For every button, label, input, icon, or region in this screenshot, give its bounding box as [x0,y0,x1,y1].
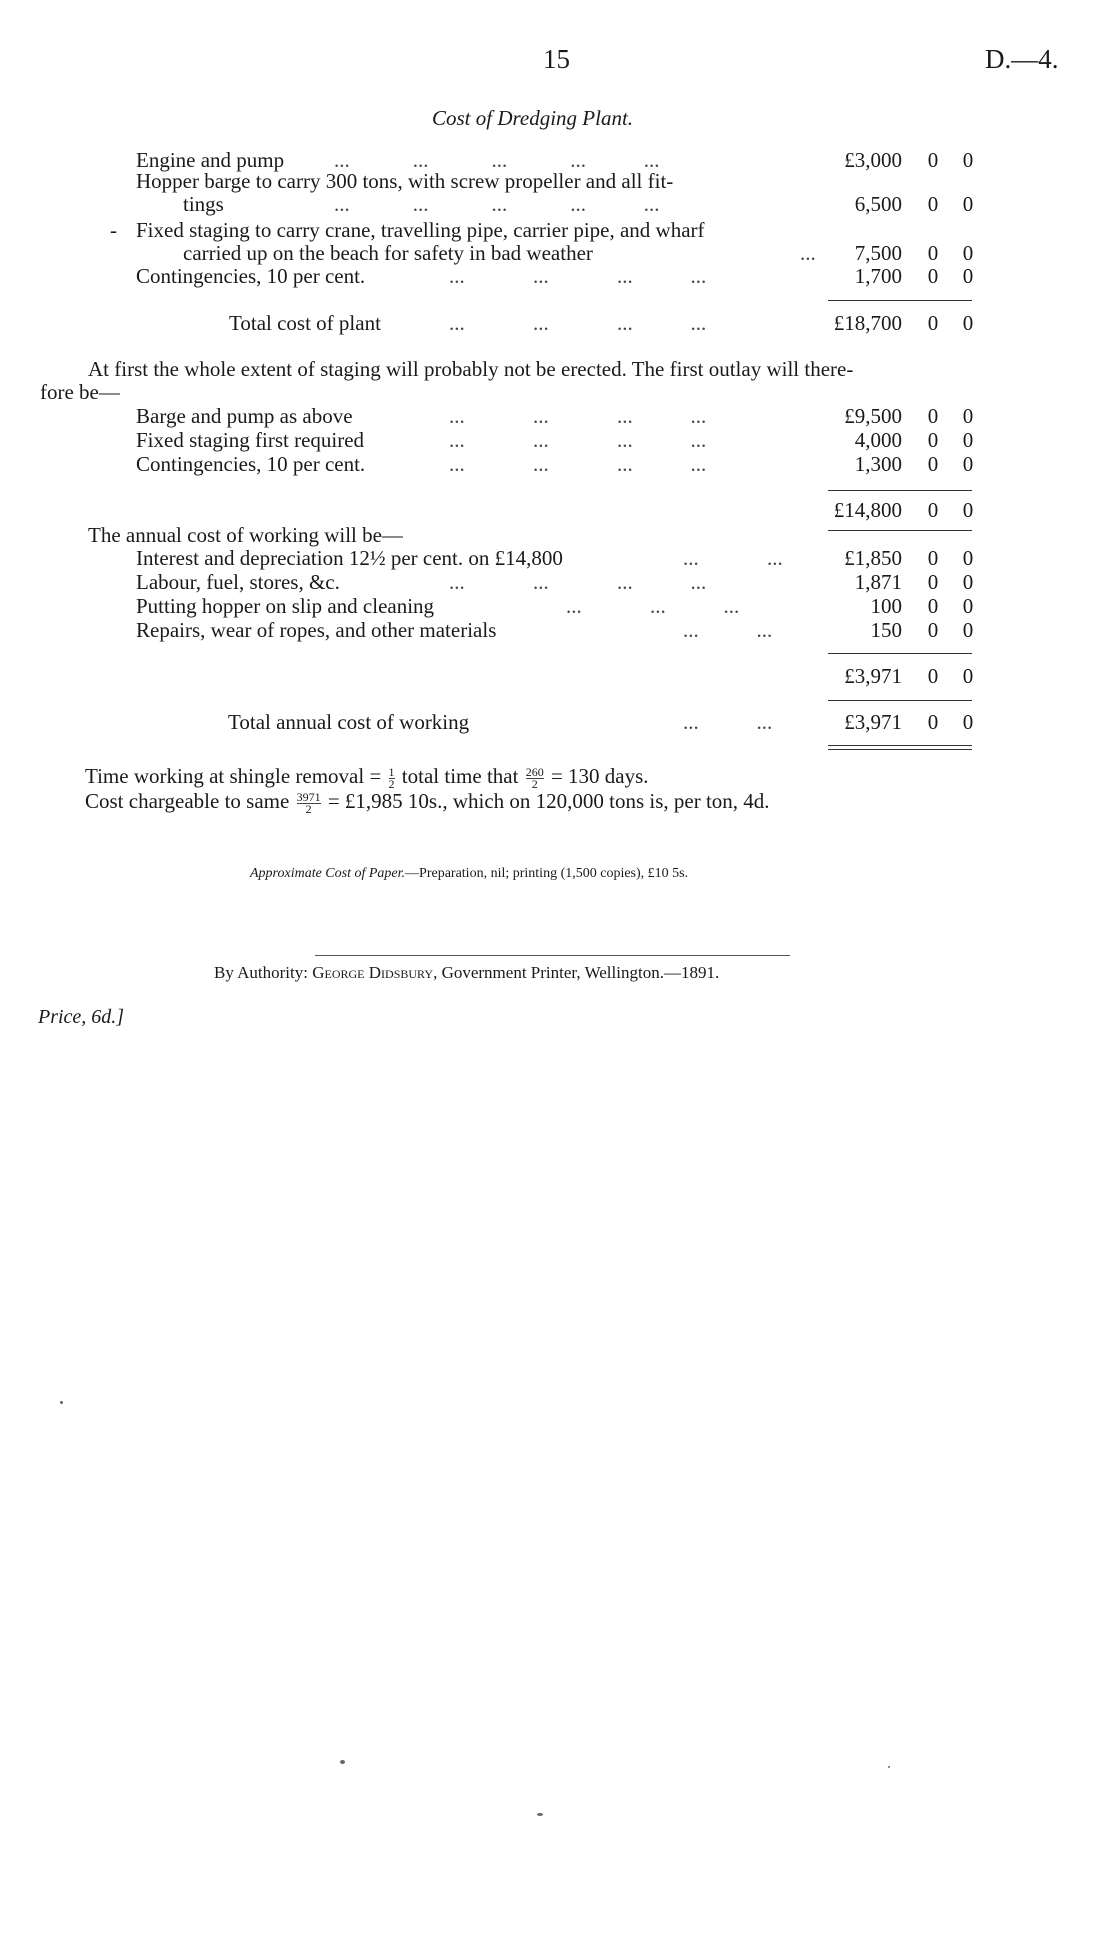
fraction: $\frac{3971}{2}$ [296,789,321,816]
annual-item-hopper: Putting hopper on slip and cleaning ... ... ... 100 0 0 [0,594,1114,620]
shillings-value: 0 [927,594,939,618]
pence-value: 0 [962,311,974,335]
approximate-cost-text: —Preparation, nil; printing (1,500 copies), £10 5s. [405,866,689,881]
pence-value: 0 [962,264,974,288]
pence-value: 0 [962,618,974,642]
pence-value: 0 [962,452,974,476]
plant-item-contingencies: Contingencies, 10 per cent. ... ... ... ... 1,700 0 0 [0,264,1114,290]
pence-value: 0 [962,241,974,265]
pounds-value: £1,850 [844,546,902,570]
pence-value: 0 [962,192,974,216]
pence-value: 0 [962,148,974,172]
pounds-value: 7,500 [854,241,902,265]
page-number: 15 [543,44,570,74]
pounds-value: 100 [870,594,902,618]
plant-item-label: Contingencies, 10 per cent. [136,264,366,288]
outlay-paragraph-line2: fore be— [40,380,120,404]
plant-item-label: Fixed staging to carry crane, travelling pipe, carrier pipe, and wharf [136,218,705,242]
plant-item-engine: Engine and pump ... ... ... ... ... £3,000 0 0 [0,148,1114,174]
scan-speck [340,1760,345,1764]
note-text: Time working at shingle removal = [85,764,387,788]
shillings-value: 0 [927,241,939,265]
pounds-value: 150 [870,618,902,642]
approximate-cost-label: Approximate Cost of Paper. [250,866,406,881]
note-text: Cost chargeable to same [85,789,295,813]
approximate-cost-note [250,866,688,882]
section-title: Cost of Dredging Plant. [432,106,634,130]
pounds-value: £3,971 [844,664,902,688]
scan-speck [60,1401,63,1404]
annual-heading: The annual cost of working will be— [88,523,403,547]
pence-value: 0 [962,498,974,522]
double-sum-rule [828,749,972,750]
annual-total-row: Total annual cost of working ... ... £3,971 0 0 [0,710,1114,736]
shillings-value: 0 [927,264,939,288]
shillings-value: 0 [927,546,939,570]
shillings-value: 0 [927,570,939,594]
shillings-value: 0 [927,148,939,172]
pounds-value: £18,700 [833,311,902,335]
sum-rule [828,653,972,654]
printer-name: George Didsbury [312,963,434,982]
cost-chargeable-note [85,789,770,815]
note-text: total time that [396,764,524,788]
annual-item-label: Repairs, wear of ropes, and other materials [136,618,497,642]
imprint-prefix: By Authority: [214,963,313,982]
shillings-value: 0 [927,452,939,476]
plant-total-row: Total cost of plant ... ... ... ... £18,700 0 0 [0,311,1114,337]
plant-item-staging: carried up on the beach for safety in bad weather ... 7,500 0 0 [0,241,1114,267]
annual-item-repairs: Repairs, wear of ropes, and other materials ... ... 150 0 0 [0,618,1114,644]
plant-item-label-cont: tings [183,192,224,216]
pence-value: 0 [962,546,974,570]
outlay-item-staging: Fixed staging first required ... ... ... ... 4,000 0 0 [0,428,1114,454]
pence-value: 0 [962,404,974,428]
pounds-value: 6,500 [854,192,902,216]
shillings-value: 0 [927,618,939,642]
outlay-total-row [0,498,1114,524]
annual-item-label: Putting hopper on slip and cleaning [136,594,435,618]
plant-total-label: Total cost of plant [229,311,381,335]
pounds-value: 1,700 [854,264,902,288]
sum-rule [828,530,972,531]
bullet-mark: - [110,218,117,242]
sum-rule [828,700,972,701]
plant-item-hopper: tings ... ... ... ... ... 6,500 0 0 [0,192,1114,218]
pence-value: 0 [962,594,974,618]
shillings-value: 0 [927,664,939,688]
note-text: = 130 days. [545,764,649,788]
outlay-item-barge: Barge and pump as above ... ... ... ... £9,500 0 0 [0,404,1114,430]
pounds-value: £3,971 [844,710,902,734]
shillings-value: 0 [927,192,939,216]
plant-item-label-cont: carried up on the beach for safety in bad weather [183,241,593,265]
shillings-value: 0 [927,311,939,335]
time-working-note [85,764,649,790]
note-text: = £1,985 10s., which on 120,000 tons is, per ton, 4d. [322,789,770,813]
annual-total-label: Total annual cost of working [228,710,470,734]
outlay-item-label: Barge and pump as above [136,404,353,428]
annual-item-label: Labour, fuel, stores, &c. [136,570,340,594]
shillings-value: 0 [927,710,939,734]
pence-value: 0 [962,428,974,452]
annual-subtotal-row [0,664,1114,690]
document-reference: D.—4. [985,44,1059,74]
pounds-value: £9,500 [844,404,902,428]
imprint-suffix: , Government Printer, Wellington.—1891. [433,963,720,982]
pence-value: 0 [962,664,974,688]
pounds-value: £14,800 [833,498,902,522]
fraction: $\frac{260}{2}$ [525,764,544,791]
sum-rule [828,490,972,491]
annual-item-label: Interest and depreciation 12½ per cent. on £14,800 [136,546,563,570]
plant-item-label: Engine and pump [136,148,285,172]
plant-item-label: Hopper barge to carry 300 tons, with screw propeller and all fit- [136,169,674,193]
pence-value: 0 [962,710,974,734]
outlay-item-label: Contingencies, 10 per cent. [136,452,366,476]
outlay-item-contingencies: Contingencies, 10 per cent. ... ... ... ... 1,300 0 0 [0,452,1114,478]
outlay-item-label: Fixed staging first required [136,428,365,452]
scan-speck [537,1813,543,1816]
shillings-value: 0 [927,404,939,428]
pounds-value: 4,000 [854,428,902,452]
printer-imprint [214,963,719,983]
annual-item-labour: Labour, fuel, stores, &c. ... ... ... ... 1,871 0 0 [0,570,1114,596]
pounds-value: £3,000 [844,148,902,172]
sum-rule [828,745,972,746]
annual-item-interest: Interest and depreciation 12½ per cent. on £14,800 ... ... £1,850 0 0 [0,546,1114,572]
pence-value: 0 [962,570,974,594]
fraction: $\frac{1}{2}$ [388,764,395,791]
pounds-value: 1,300 [854,452,902,476]
shillings-value: 0 [927,428,939,452]
sum-rule [828,300,972,301]
outlay-paragraph-line1: At first the whole extent of staging will probably not be erected. The first outlay will there- [88,357,854,381]
imprint-rule [315,955,790,956]
shillings-value: 0 [927,498,939,522]
scan-speck [888,1766,890,1768]
pounds-value: 1,871 [854,570,902,594]
price: Price, 6d.] [38,1006,125,1028]
